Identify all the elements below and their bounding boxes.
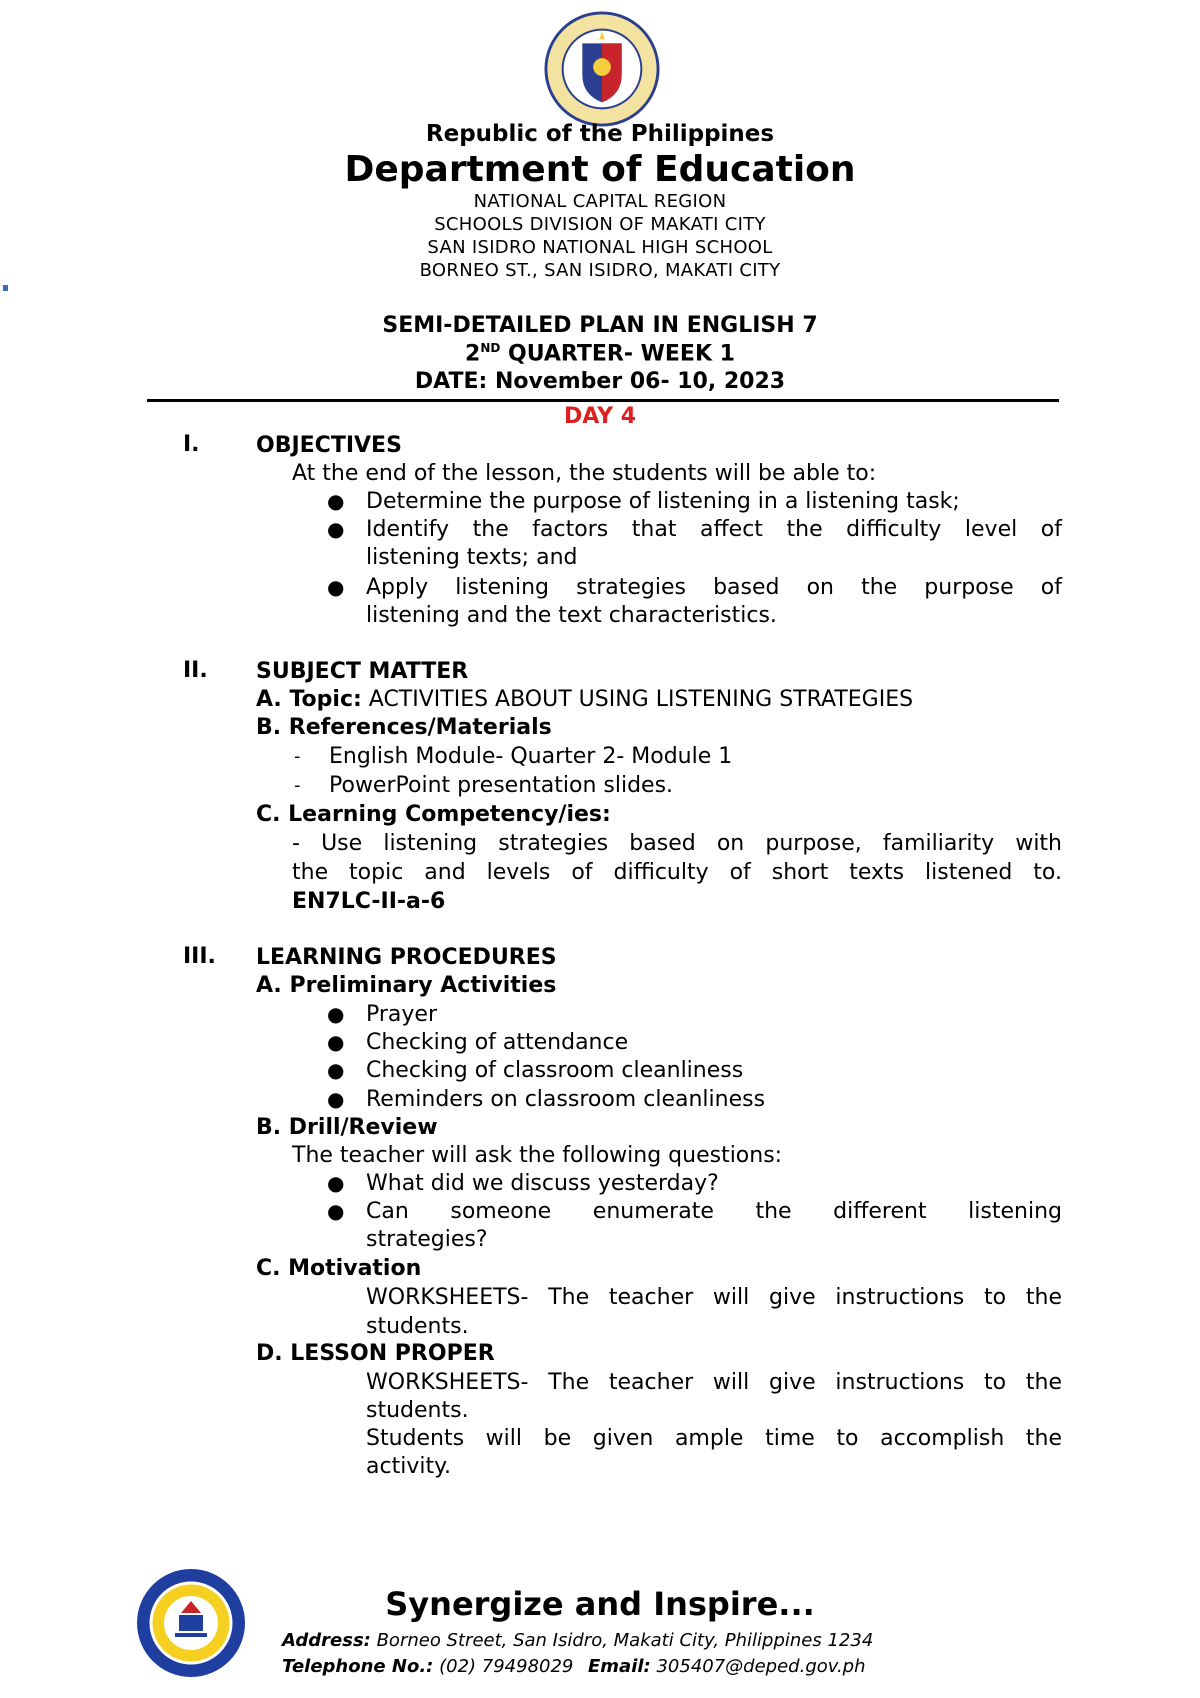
footer-address: Address: Borneo Street, San Isidro, Makati City, Philippines 1234: [282, 1630, 874, 1651]
motivation-text: students.: [366, 1314, 469, 1339]
plan-title: SEMI-DETAILED PLAN IN ENGLISH 7: [382, 313, 818, 338]
objectives-heading: OBJECTIVES: [256, 433, 402, 458]
competency-code: EN7LC-II-a-6: [292, 889, 446, 914]
reference-item: PowerPoint presentation slides.: [329, 773, 674, 798]
date-title: DATE: November 06- 10, 2023: [414, 369, 786, 394]
preliminary-item: Reminders on classroom cleanliness: [366, 1087, 766, 1112]
subject-numeral: II.: [183, 658, 208, 683]
competency-text: - Use listening strategies based on purpose, familiarity with: [292, 831, 1062, 856]
drill-item: What did we discuss yesterday?: [366, 1171, 719, 1196]
bullet-icon: ●: [327, 1199, 345, 1223]
objective-item-cont: listening texts; and: [366, 545, 578, 570]
footer-telephone: Telephone No.: (02) 79498029: [282, 1656, 574, 1677]
department-heading: Department of Education: [344, 149, 856, 190]
objective-item: Identify the factors that affect the difficulty level of: [366, 517, 1062, 542]
lesson-text: WORKSHEETS- The teacher will give instructions to the: [366, 1370, 1062, 1395]
preliminary-item: Prayer: [366, 1002, 438, 1027]
title-divider: [147, 399, 1059, 402]
procedures-heading: LEARNING PROCEDURES: [256, 945, 557, 970]
competency-heading: C. Learning Competency/ies:: [256, 802, 611, 827]
motivation-text: WORKSHEETS- The teacher will give instructions to the: [366, 1285, 1062, 1310]
bullet-icon: ●: [327, 1171, 345, 1195]
references-heading: B. References/Materials: [256, 715, 552, 740]
lesson-text: students.: [366, 1398, 469, 1423]
objective-item: Apply listening strategies based on the purpose of: [366, 575, 1062, 600]
region-line: NATIONAL CAPITAL REGION: [473, 191, 727, 212]
objectives-intro: At the end of the lesson, the students will be able to:: [292, 461, 877, 486]
bullet-icon: ●: [327, 575, 345, 599]
subject-heading: SUBJECT MATTER: [256, 659, 469, 684]
bullet-icon: ●: [327, 489, 345, 513]
republic-heading: Republic of the Philippines: [425, 121, 775, 147]
dash-marker: -: [294, 746, 301, 767]
address-line: BORNEO ST., SAN ISIDRO, MAKATI CITY: [419, 260, 781, 281]
division-line: SCHOOLS DIVISION OF MAKATI CITY: [434, 214, 766, 235]
motivation-heading: C. Motivation: [256, 1256, 422, 1281]
bullet-icon: ●: [327, 1002, 345, 1026]
dash-marker: -: [294, 775, 301, 796]
preliminary-item: Checking of classroom cleanliness: [366, 1058, 744, 1083]
drill-item-cont: strategies?: [366, 1227, 488, 1252]
preliminary-item: Checking of attendance: [366, 1030, 629, 1055]
drill-intro: The teacher will ask the following questions:: [292, 1143, 783, 1168]
bullet-icon: ●: [327, 1030, 345, 1054]
lesson-text: activity.: [366, 1454, 451, 1479]
drill-heading: B. Drill/Review: [256, 1115, 438, 1140]
stray-mark: [3, 285, 8, 291]
school-logo-icon: [135, 1567, 247, 1679]
competency-text: the topic and levels of difficulty of short texts listened to.: [292, 860, 1062, 885]
lesson-heading: D. LESSON PROPER: [256, 1341, 495, 1366]
bullet-icon: ●: [327, 517, 345, 541]
objective-item: Determine the purpose of listening in a listening task;: [366, 489, 960, 514]
procedures-numeral: III.: [183, 944, 216, 969]
lesson-text: Students will be given ample time to accomplish the: [366, 1426, 1062, 1451]
bullet-icon: ●: [327, 1087, 345, 1111]
drill-item: Can someone enumerate the different listening: [366, 1199, 1062, 1224]
objective-item-cont: listening and the text characteristics.: [366, 603, 777, 628]
deped-seal-icon: [543, 10, 661, 128]
reference-item: English Module- Quarter 2- Module 1: [329, 744, 733, 769]
footer-email: Email: 305407@deped.gov.ph: [588, 1656, 866, 1677]
school-line: SAN ISIDRO NATIONAL HIGH SCHOOL: [427, 237, 773, 258]
quarter-title: 2ND QUARTER- WEEK 1: [465, 341, 735, 367]
objectives-numeral: I.: [183, 432, 200, 457]
day-label: DAY 4: [563, 404, 637, 429]
topic-line: A. Topic: ACTIVITIES ABOUT USING LISTENING STRATEGIES: [256, 687, 914, 712]
bullet-icon: ●: [327, 1058, 345, 1082]
motto: Synergize and Inspire...: [385, 1585, 815, 1623]
preliminary-heading: A. Preliminary Activities: [256, 973, 557, 998]
